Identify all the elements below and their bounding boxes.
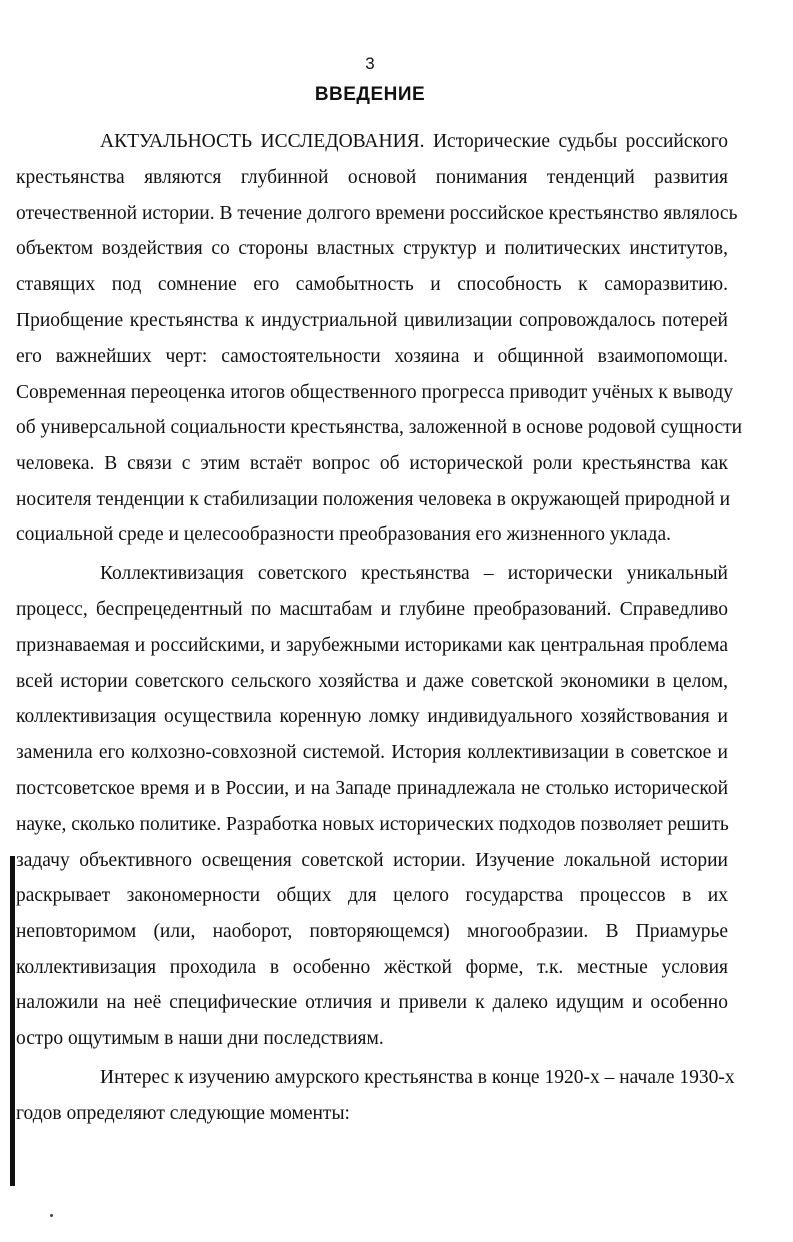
text-line: носителя тенденции к стабилизации положения человека в окружающей природной и: [16, 489, 731, 510]
scan-margin-bar: [10, 856, 15, 1186]
text-line: крестьянства являются глубинной основой понимания тенденций развития: [16, 167, 728, 188]
text-line: объектом воздействия со стороны властных структур и политических институтов,: [16, 238, 728, 259]
text-line: неповторимом (или, наоборот, повторяющемся) многообразии. В Приамурье: [16, 921, 728, 942]
text-line: человека. В связи с этим встаёт вопрос об исторической роли крестьянства как: [16, 453, 728, 474]
text-line: задачу объективного освещения советской истории. Изучение локальной истории: [16, 850, 728, 871]
page-title: ВВЕДЕНИЕ: [314, 84, 426, 105]
text-line: коллективизация осуществила коренную ломку индивидуального хозяйствования и: [16, 706, 728, 727]
text-line: отечественной истории. В течение долгого времени российское крестьянство являлось: [16, 203, 738, 224]
text-line: раскрывает закономерности общих для целого государства процессов в их: [16, 885, 728, 906]
text-line: ставящих под сомнение его самобытность и способность к саморазвитию.: [16, 274, 728, 295]
text-line: его важнейших черт: самостоятельности хозяина и общинной взаимопомощи.: [16, 346, 728, 367]
text-line: коллективизация проходила в особенно жёсткой форме, т.к. местные условия: [16, 957, 728, 978]
text-line: социальной среде и целесообразности преобразования его жизненного уклада.: [16, 524, 671, 545]
text-line: годов определяют следующие моменты:: [16, 1103, 350, 1124]
text-line: остро ощутимым в наши дни последствиям.: [16, 1028, 384, 1049]
text-line: признаваемая и российскими, и зарубежными историками как центральная проблема: [16, 635, 728, 656]
scan-speck: [50, 1214, 53, 1217]
text-line: Современная переоценка итогов общественного прогресса приводит учёных к выводу: [16, 382, 734, 403]
text-line: процесс, беспрецедентный по масштабам и глубине преобразований. Справедливо: [16, 599, 728, 620]
text-line: постсоветское время и в России, и на Западе принадлежала не столько исторической: [16, 778, 728, 799]
text-line: об универсальной социальности крестьянства, заложенной в основе родовой сущности: [16, 417, 743, 438]
text-line: науке, сколько политике. Разработка новых исторических подходов позволяет решить: [16, 814, 729, 835]
text-line: заменила его колхозно-совхозной системой. История коллективизации в советское и: [16, 742, 728, 763]
text-line: Коллективизация советского крестьянства – исторически уникальный: [100, 563, 728, 584]
text-line: наложили на неё специфические отличия и привели к далеко идущим и особенно: [16, 992, 728, 1013]
page-number: 3: [365, 54, 375, 73]
text-line: Приобщение крестьянства к индустриальной цивилизации сопровождалось потерей: [16, 310, 728, 331]
text-line: АКТУАЛЬНОСТЬ ИССЛЕДОВАНИЯ. Исторические судьбы российского: [100, 131, 728, 152]
text-line: Интерес к изучению амурского крестьянства в конце 1920-х – начале 1930-х: [100, 1067, 735, 1088]
text-line: всей истории советского сельского хозяйства и даже советской экономики в целом,: [16, 671, 728, 692]
